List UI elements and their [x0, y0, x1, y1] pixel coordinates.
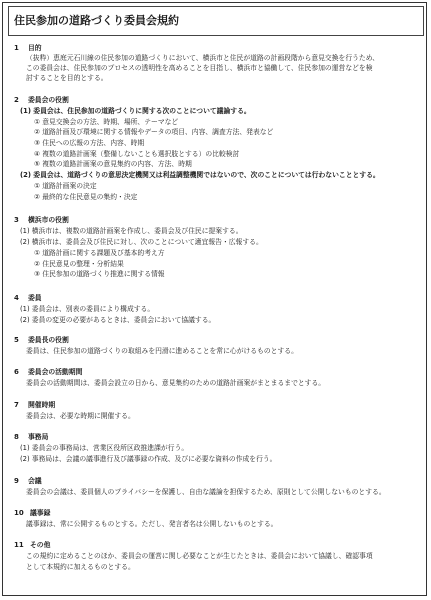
section-heading: 開催時期	[28, 401, 56, 409]
section-number: 9	[14, 477, 19, 485]
text-line: 議事録は、常に公開するものとする。ただし、発言者名は公開しないものとする。	[26, 520, 278, 528]
section-number: 8	[14, 433, 19, 441]
text-line: (2) 委員会は、道路づくりの意思決定機関又は利益調整機関ではないので、次のことについては行わないこととする。	[20, 171, 380, 179]
list-item: ② 道路計画及び環境に関する情報やデータの項目、内容、調査方法、発表など	[34, 128, 274, 136]
section-number: 7	[14, 401, 19, 409]
section-heading: 委員	[28, 294, 42, 302]
text-line: 討することを目的とする。	[26, 74, 108, 82]
text-line: 委員会は、必要な時期に開催する。	[26, 412, 135, 420]
text-line: （抜粋）恵庭元石川線の住民参加の道路づくりにおいて、横浜市と住民が道路の計画段階から意見交換を行うため、	[26, 54, 380, 62]
text-line: として本規約に加えるものとする。	[26, 563, 135, 571]
text-line: この規約に定めることのほか、委員会の運営に関し必要なことが生じたときは、委員会において協議し、確認事項	[26, 552, 373, 560]
list-item: ③ 住民への広報の方法、内容、時期	[34, 139, 145, 147]
section-heading: 委員会の活動期間	[28, 368, 83, 376]
text-line: (2) 事務局は、会議の議事進行及び議事録の作成、及びに必要な資料の作成を行う。	[20, 455, 277, 463]
section-number: 5	[14, 336, 19, 344]
document-title: 住民参加の道路づくり委員会規約	[14, 14, 179, 27]
section-heading: 目的	[28, 44, 42, 52]
text-line: 委員会の活動期間は、委員会設立の日から、意見集約のための道路計画案がまとまるまでとする。	[26, 379, 326, 387]
list-item: ① 道路計画案の決定	[34, 182, 97, 190]
text-line: 委員は、住民参加の道路づくりの取組みを円滑に進めることを常に心がけるものとする。	[26, 347, 298, 355]
text-line: (1) 委員会は、別表の委員により構成する。	[20, 305, 155, 313]
text-line: この委員会は、住民参加のプロセスの透明性を高めることを目指し、横浜市と協働して、住民参加の運営などを検	[26, 64, 373, 72]
list-item: ③ 住民参加の道路づくり推進に関する情報	[34, 270, 165, 278]
text-line: (1) 委員会の事務局は、営業区役所区政推進課が行う。	[20, 444, 189, 452]
list-item: ② 最終的な住民意見の集約・決定	[34, 193, 138, 201]
section-number: 10	[14, 509, 24, 517]
section-heading: 委員会の役割	[28, 96, 69, 104]
section-heading: 議事録	[30, 509, 51, 517]
page-border	[2, 2, 427, 596]
section-heading: その他	[30, 541, 51, 549]
section-number: 2	[14, 96, 19, 104]
text-line: 委員会の会議は、委員個人のプライバシーを保護し、自由な議論を担保するため、原則として公開しないものとする。	[26, 488, 386, 496]
section-heading: 事務局	[28, 433, 49, 441]
list-item: ② 住民意見の整理・分析結果	[34, 260, 124, 268]
text-line: (1) 委員会は、住民参加の道路づくりに関する次のことについて議論する。	[20, 107, 251, 115]
section-heading: 委員長の役割	[28, 336, 69, 344]
section-number: 3	[14, 216, 19, 224]
text-line: (2) 委員の変更の必要があるときは、委員会において協議する。	[20, 316, 216, 324]
list-item: ⑤ 複数の道路計画案の意見集約の内容、方法、時期	[34, 160, 192, 168]
section-number: 11	[14, 541, 24, 549]
section-number: 1	[14, 44, 19, 52]
text-line: (2) 横浜市は、委員会及び住民に対し、次のことについて適宜報告・広報する。	[20, 238, 263, 246]
list-item: ① 意見交換会の方法、時期、場所、テーマなど	[34, 118, 179, 126]
text-line: (1) 横浜市は、複数の道路計画案を作成し、委員会及び住民に提案する。	[20, 227, 243, 235]
section-number: 4	[14, 294, 19, 302]
list-item: ① 道路計画に関する課題及び基本的考え方	[34, 249, 165, 257]
section-heading: 横浜市の役割	[28, 216, 69, 224]
list-item: ④ 複数の道路計画案（整備しないことも選択肢とする）の比較検討	[34, 150, 240, 158]
section-number: 6	[14, 368, 19, 376]
section-heading: 会議	[28, 477, 42, 485]
